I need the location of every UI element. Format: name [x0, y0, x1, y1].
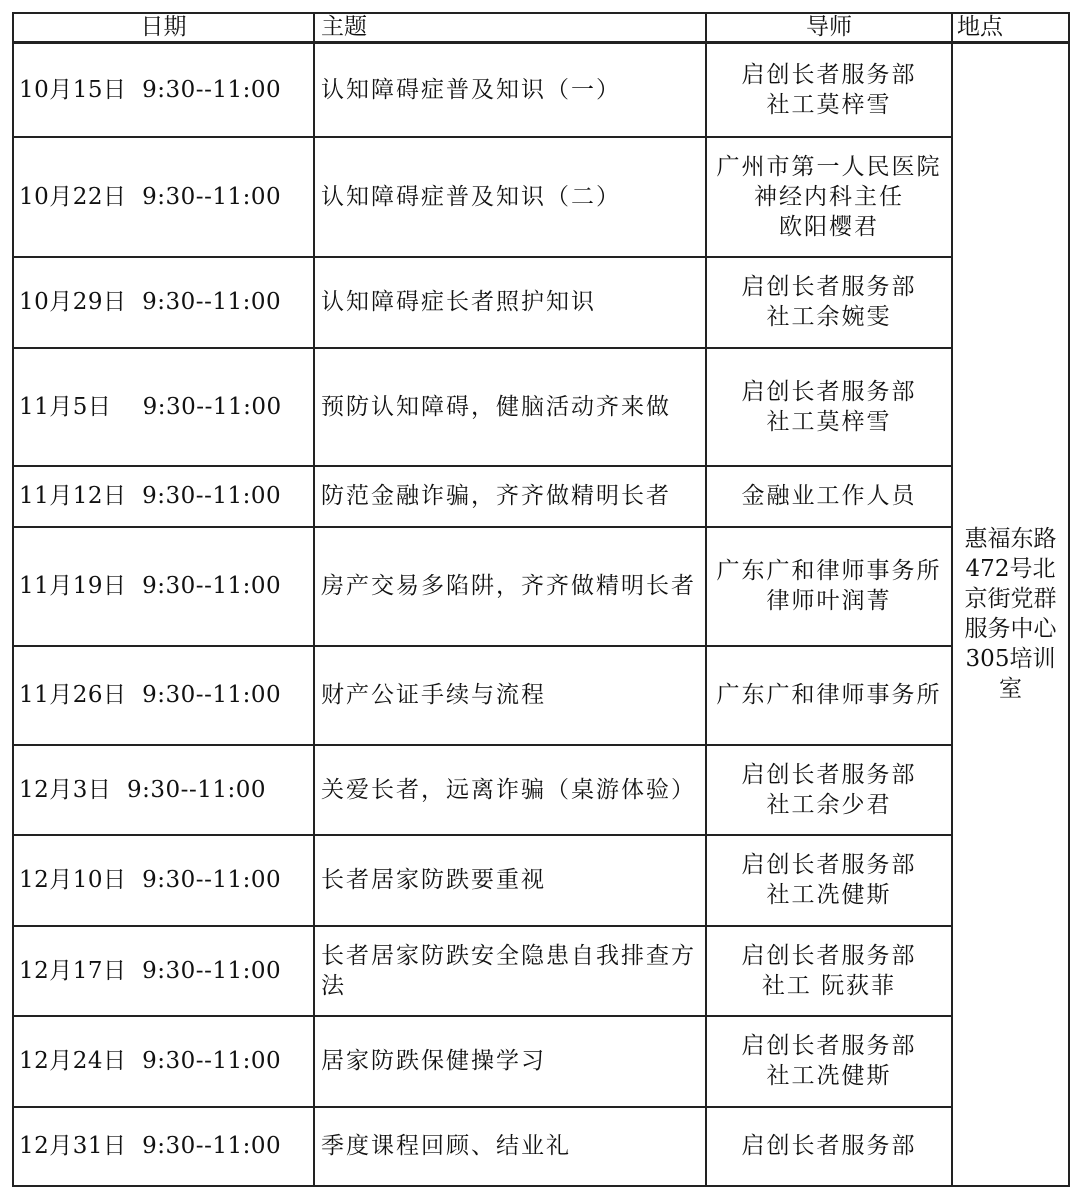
table-row: [13, 1016, 1069, 1107]
tutor-line: 社工余婉雯: [766, 304, 892, 330]
schedule-table: [12, 12, 1070, 1187]
session-topic: 长者居家防跌要重视: [314, 835, 706, 926]
tutor-line: 社工冼健斯: [766, 1063, 892, 1089]
session-tutor: [706, 137, 952, 257]
tutor-line: 启创长者服务部: [741, 852, 917, 878]
session-date: 12月17日 9:30--11:00: [13, 926, 314, 1016]
header-tutor: 导师: [706, 13, 952, 43]
session-tutor: [706, 348, 952, 466]
table-row: [13, 926, 1069, 1016]
tutor-line: 启创长者服务部: [741, 378, 917, 405]
tutor-line: 广东广和律师事务所: [716, 682, 942, 708]
session-tutor: [706, 745, 952, 835]
session-date: 12月3日 9:30--11:00: [13, 745, 314, 835]
session-tutor: [706, 43, 952, 137]
table-row: [13, 43, 1069, 137]
session-topic: 认知障碍症普及知识（二）: [314, 137, 706, 257]
session-topic: 季度课程回顾、结业礼: [314, 1107, 706, 1186]
header-row: [13, 13, 1069, 43]
tutor-line: 启创长者服务部: [741, 761, 917, 788]
table-row: [13, 835, 1069, 926]
tutor-line: 启创长者服务部: [741, 61, 917, 88]
tutor-line: 欧阳樱君: [779, 213, 879, 240]
session-topic: 预防认知障碍，健脑活动齐来做: [314, 348, 706, 466]
tutor-line: 金融业工作人员: [741, 483, 917, 509]
tutor-line: 社工莫梓雪: [766, 408, 892, 435]
session-tutor: [706, 646, 952, 745]
tutor-line: 广州市第一人民医院: [716, 153, 942, 180]
tutor-line: 律师叶润菁: [766, 588, 892, 614]
tutor-line: 广东广和律师事务所: [716, 558, 942, 584]
table-row: [13, 1107, 1069, 1186]
session-topic: 认知障碍症长者照护知识: [314, 257, 706, 348]
session-date: 11月5日 9:30--11:00: [13, 348, 314, 466]
tutor-line: 启创长者服务部: [741, 1033, 917, 1059]
header-location: 地点: [952, 13, 1069, 43]
tutor-line: 社工余少君: [766, 791, 892, 818]
table-row: [13, 137, 1069, 257]
session-tutor: [706, 527, 952, 646]
session-date: 12月31日 9:30--11:00: [13, 1107, 314, 1186]
session-tutor: [706, 1107, 952, 1186]
session-date: 10月15日 9:30--11:00: [13, 43, 314, 137]
session-topic: 居家防跌保健操学习: [314, 1016, 706, 1107]
session-topic: 防范金融诈骗，齐齐做精明长者: [314, 466, 706, 527]
tutor-line: 社工冼健斯: [766, 882, 892, 908]
session-date: 12月24日 9:30--11:00: [13, 1016, 314, 1107]
session-topic: 房产交易多陷阱，齐齐做精明长者: [314, 527, 706, 646]
session-tutor: [706, 926, 952, 1016]
table-row: [13, 646, 1069, 745]
session-topic: 财产公证手续与流程: [314, 646, 706, 745]
session-date: 11月26日 9:30--11:00: [13, 646, 314, 745]
tutor-line: 启创长者服务部: [741, 1133, 917, 1159]
tutor-line: 启创长者服务部: [741, 274, 917, 300]
tutor-line: 社工 阮荻菲: [761, 972, 897, 999]
table-row: [13, 466, 1069, 527]
session-date: 10月29日 9:30--11:00: [13, 257, 314, 348]
session-tutor: [706, 466, 952, 527]
tutor-line: 启创长者服务部: [741, 942, 917, 969]
session-tutor: [706, 257, 952, 348]
session-date: 11月12日 9:30--11:00: [13, 466, 314, 527]
session-date: 12月10日 9:30--11:00: [13, 835, 314, 926]
session-tutor: [706, 1016, 952, 1107]
location-cell: 惠福东路472号北京街党群服务中心305培训室: [952, 43, 1069, 1186]
header-topic: 主题: [314, 13, 706, 43]
tutor-line: 神经内科主任: [754, 183, 904, 210]
table-row: [13, 348, 1069, 466]
session-tutor: [706, 835, 952, 926]
tutor-line: 社工莫梓雪: [766, 91, 892, 118]
table-row: [13, 527, 1069, 646]
session-date: 10月22日 9:30--11:00: [13, 137, 314, 257]
session-topic: 关爱长者，远离诈骗（桌游体验）: [314, 745, 706, 835]
header-date: 日期: [13, 13, 314, 43]
table-row: [13, 257, 1069, 348]
schedule-body: [13, 43, 1069, 1186]
session-topic: 认知障碍症普及知识（一）: [314, 43, 706, 137]
session-date: 11月19日 9:30--11:00: [13, 527, 314, 646]
session-topic: 长者居家防跌安全隐患自我排查方法: [314, 926, 706, 1016]
table-row: [13, 745, 1069, 835]
